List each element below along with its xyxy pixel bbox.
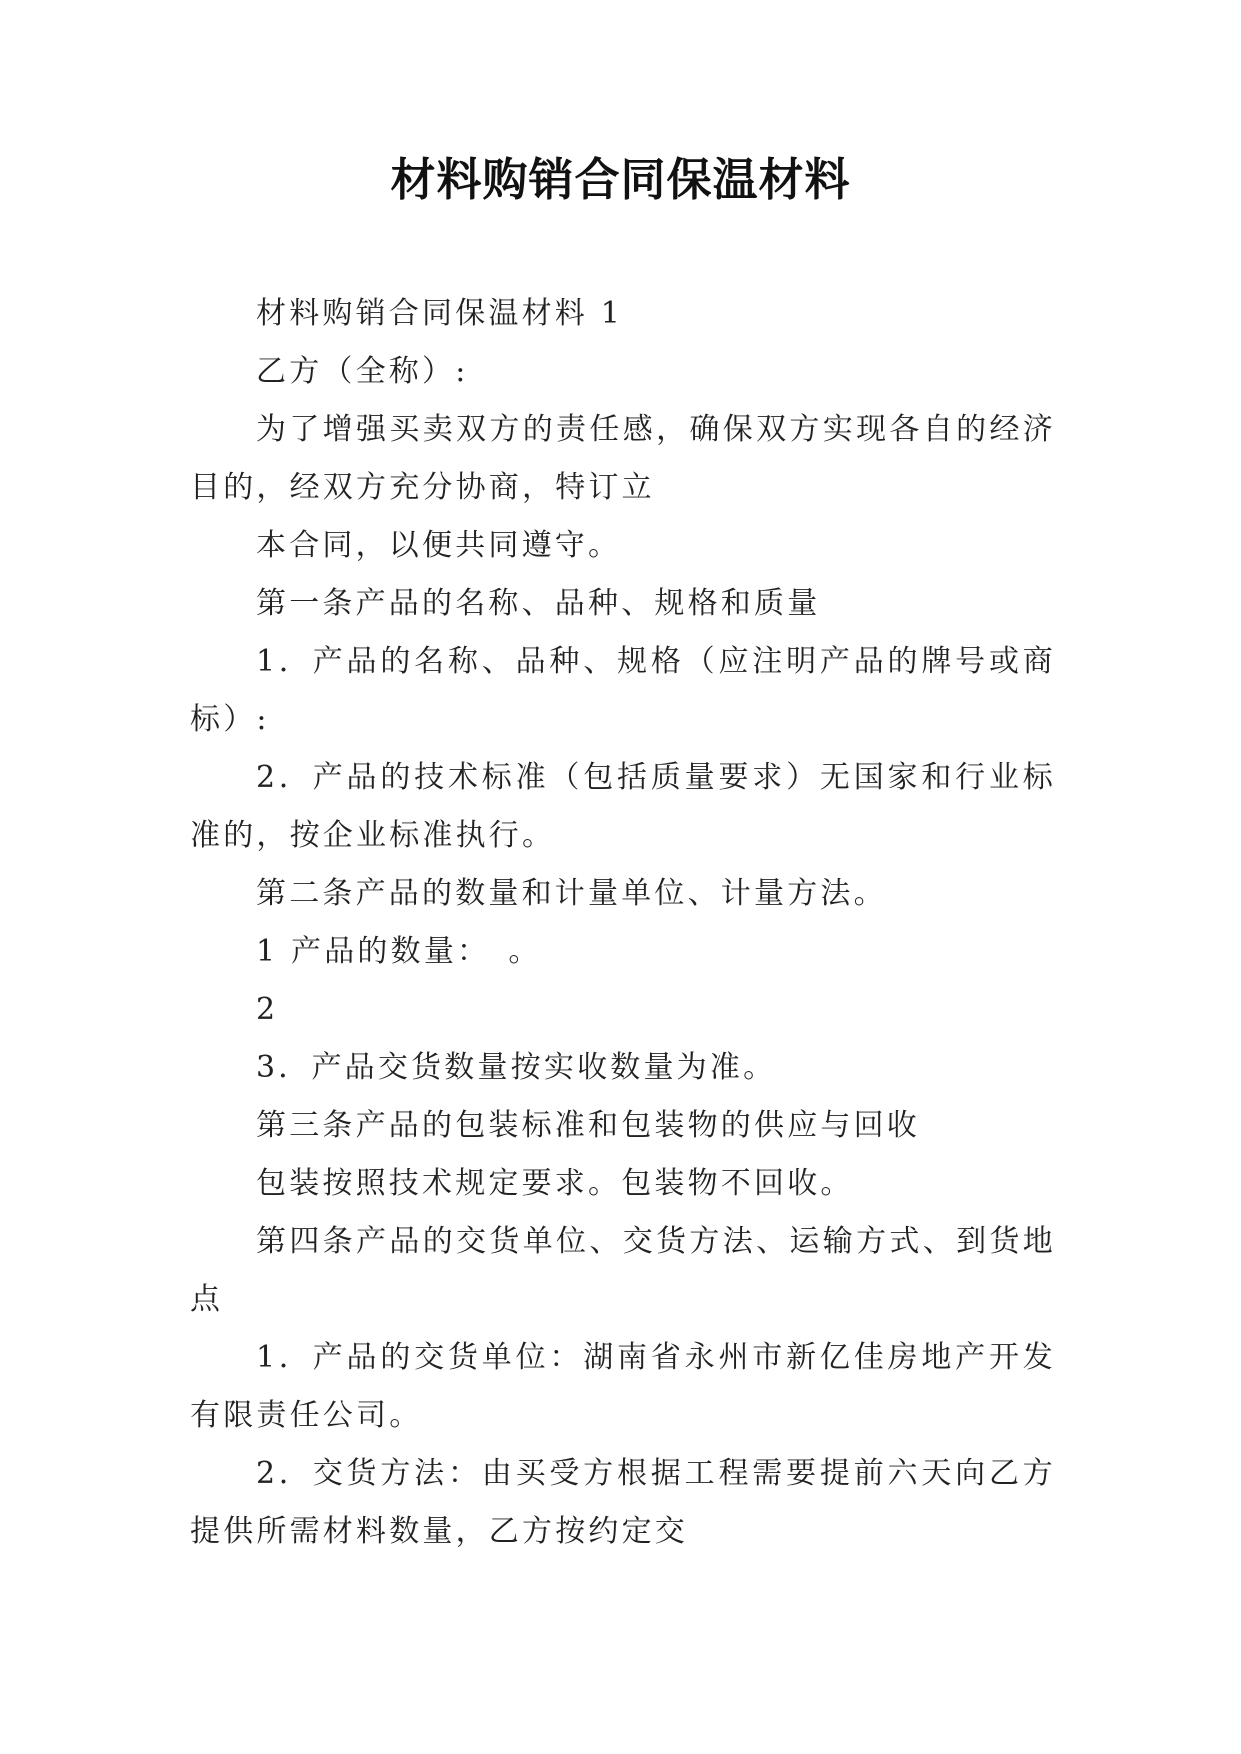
article-4-item-1: 1．产品的交货单位：湖南省永州市新亿佳房地产开发有限责任公司。 <box>190 1340 1056 1433</box>
document-body <box>190 285 1056 1561</box>
paragraph-party-b: 乙方（全称）: <box>256 354 469 389</box>
paragraph-compliance: 本合同，以便共同遵守。 <box>256 528 622 563</box>
article-2-heading: 第二条产品的数量和计量单位、计量方法。 <box>256 876 887 911</box>
article-3-heading: 第三条产品的包装标准和包装物的供应与回收 <box>256 1108 920 1143</box>
paragraph-heading: 材料购销合同保温材料 1 <box>256 296 624 331</box>
paragraph-purpose: 为了增强买卖双方的责任感，确保双方实现各自的经济目的，经双方充分协商，特订立 <box>190 412 1056 505</box>
article-2-item-1: 1 产品的数量： 。 <box>256 934 542 969</box>
article-2-item-3: 3．产品交货数量按实收数量为准。 <box>256 1050 777 1085</box>
article-4-item-2: 2．交货方法：由买受方根据工程需要提前六天向乙方提供所需材料数量，乙方按约定交 <box>190 1456 1056 1549</box>
article-2-item-2: 2 <box>256 992 279 1027</box>
article-1-heading: 第一条产品的名称、品种、规格和质量 <box>256 586 821 621</box>
article-1-item-2: 2．产品的技术标准（包括质量要求）无国家和行业标准的，按企业标准执行。 <box>190 760 1056 853</box>
article-3-text: 包装按照技术规定要求。包装物不回收。 <box>256 1166 854 1201</box>
article-1-item-1: 1．产品的名称、品种、规格（应注明产品的牌号或商标）: <box>190 644 1056 737</box>
document-title: 材料购销合同保温材料 <box>390 153 851 206</box>
article-4-heading: 第四条产品的交货单位、交货方法、运输方式、到货地点 <box>190 1224 1056 1317</box>
